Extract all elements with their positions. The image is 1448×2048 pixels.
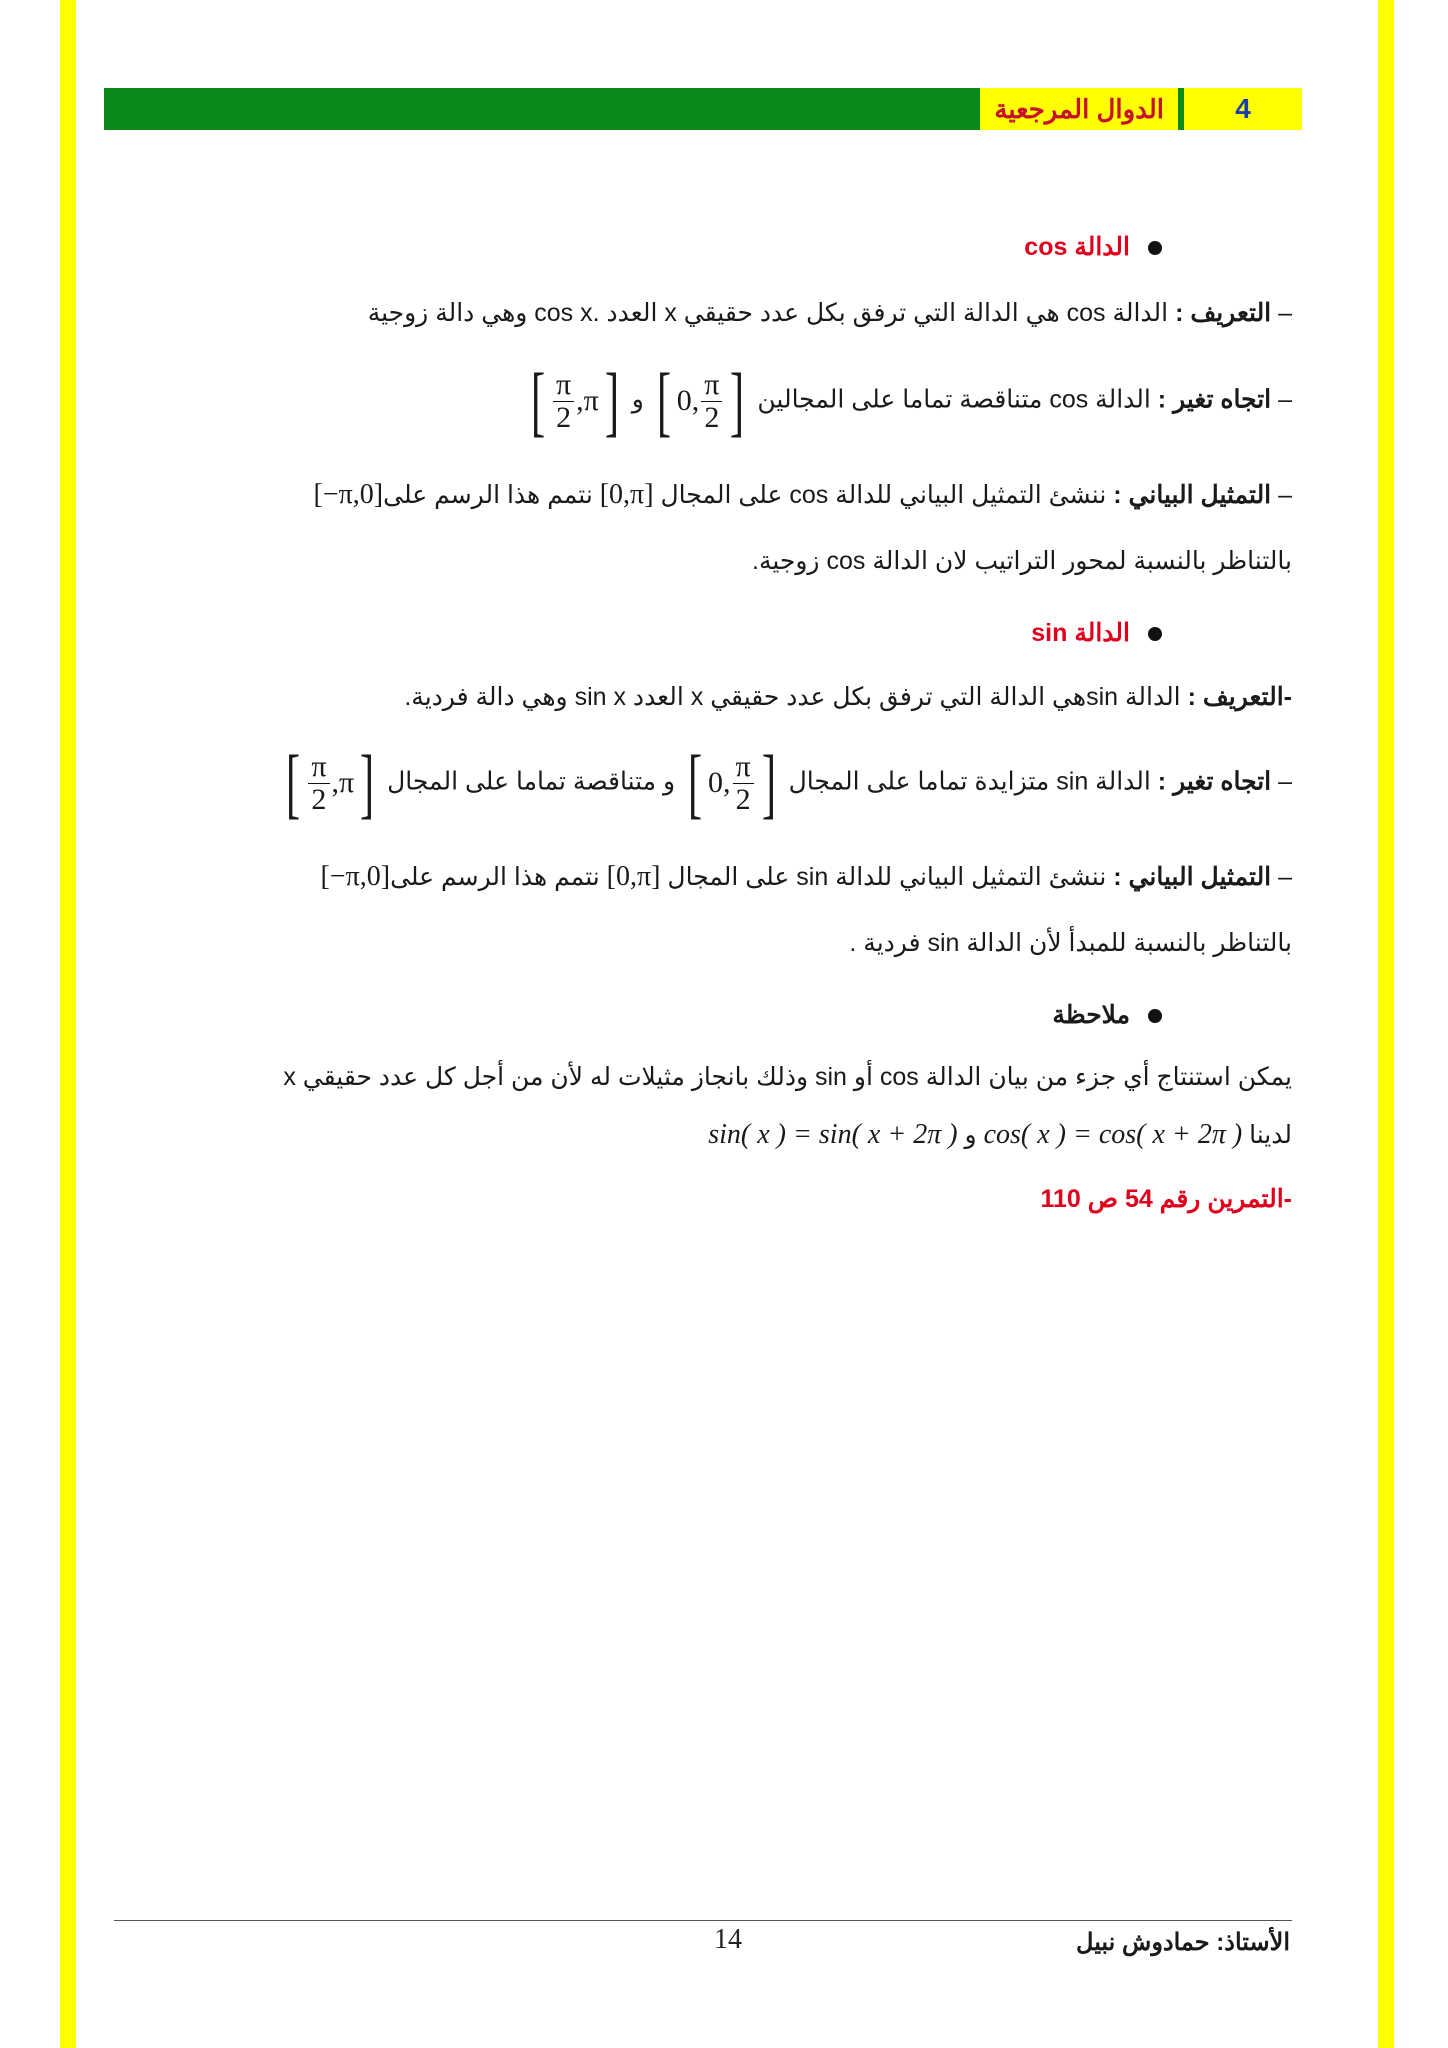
note-text: يمكن استنتاج أي جزء من بيان الدالة cos أو sin وذلك بانجاز مثيلات له لأن من أجل كل عدد حقيقي x	[283, 1063, 1292, 1091]
cos-heading: الدالة cos	[1024, 232, 1162, 262]
cos-graph: – التمثيل البياني : ننشئ التمثيل البياني للدالة cos على المجال [0,π] نتمم هذا الرسم على[−π,0]	[313, 479, 1292, 510]
author-credit: الأستاذ: حمادوش نبيل	[1076, 1929, 1290, 1956]
chapter-title: الدوال المرجعية	[980, 88, 1178, 130]
bullet-icon	[1148, 1009, 1162, 1023]
sin-definition: -التعريف : الدالة sinهي الدالة التي ترفق بكل عدد حقيقي x العدد sin x وهي دالة فردية.	[404, 683, 1292, 711]
footer-divider	[114, 1920, 1292, 1921]
page-number: 14	[714, 1924, 742, 1955]
cos-definition: – التعريف : الدالة cos هي الدالة التي ترفق بكل عدد حقيقي x العدد .cos x وهي دالة زوجية	[367, 299, 1292, 327]
right-border-bar	[1378, 0, 1394, 2048]
bullet-icon	[1148, 627, 1162, 641]
cos-interval-1: [ 0, $\frac{\pi}{2}$ ]	[656, 357, 745, 444]
sin-heading: الدالة sin	[1031, 618, 1162, 648]
sin-graph: – التمثيل البياني : ننشئ التمثيل البياني للدالة sin على المجال [0,π] نتمم هذا الرسم على[−π,0]	[320, 861, 1292, 892]
bullet-icon	[1148, 241, 1162, 255]
note-formulas: لدينا cos( x ) = cos( x + 2π ) و sin( x ) = sin( x + 2π )	[708, 1119, 1292, 1150]
chapter-number: 4	[1178, 88, 1302, 130]
cos-interval-2: [ $\frac{\pi}{2}$ ,π ]	[530, 357, 619, 444]
left-border-bar	[60, 0, 76, 2048]
sin-variation: – اتجاه تغير : الدالة sin متزايدة تماما على المجال [ 0, $\frac{\pi}{2}$ ] و متناقصة تماما على المجال [ $\frac{\pi}{2}$ ,π ]	[280, 744, 1292, 822]
note-heading: ملاحظة	[1052, 1000, 1162, 1030]
sin-interval-2: [ $\frac{\pi}{2}$ ,π ]	[286, 739, 375, 826]
exercise-reference: -التمرين رقم 54 ص 110	[1040, 1185, 1292, 1213]
sin-interval-1: [ 0, $\frac{\pi}{2}$ ]	[687, 739, 776, 826]
chapter-header	[104, 88, 1302, 130]
cos-variation: – اتجاه تغير : الدالة cos متناقصة تماما على المجالين [ 0, $\frac{\pi}{2}$ ] و [ $\frac{\pi}{2}$ ,π ]	[525, 362, 1292, 440]
sin-symmetry: بالتناظر بالنسبة للمبدأ لأن الدالة sin فردية .	[849, 929, 1292, 957]
cos-symmetry: بالتناظر بالنسبة لمحور التراتيب لان الدالة cos زوجية.	[752, 547, 1292, 575]
